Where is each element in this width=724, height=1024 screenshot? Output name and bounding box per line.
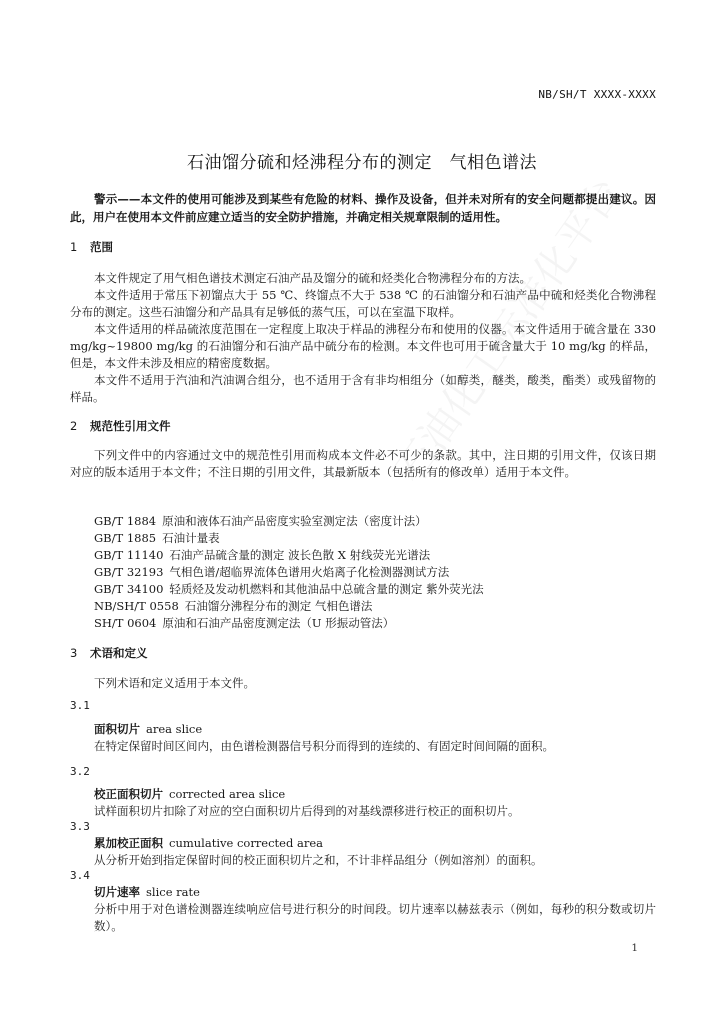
term-number: 3.1 [70,699,90,712]
term-name-zh: 校正面积切片 [94,787,163,801]
term-name-zh: 切片速率 [94,885,140,899]
section-2-heading: 2 规范性引用文件 [70,419,171,433]
reference-item: GB/T 1885 石油计量表 [94,531,220,545]
term-entry [94,786,656,820]
warning-paragraph: 警示——本文件的使用可能涉及到某些有危险的材料、操作及设备，但并未对所有的安全问题都提出建议。因此，用户在使用本文件前应建立适当的安全防护措施，并确定相关规章限制的适用性。 [70,192,656,224]
term-definition: 试样面积切片扣除了对应的空白面积切片后得到的对基线漂移进行校正的面积切片。 [94,804,520,818]
reference-item: GB/T 1884 原油和液体石油产品密度实验室测定法（密度计法） [94,514,427,528]
term-definition: 在特定保留时间区间内，由色谱检测器信号积分而得到的连续的、有固定时间间隔的面积。 [94,739,554,753]
term-number: 3.2 [70,765,90,778]
term-definition: 从分析开始到指定保留时间的校正面积切片之和，不计非样品组分（例如溶剂）的面积。 [94,853,543,867]
term-number: 3.4 [70,869,90,882]
section-1-body [70,270,656,406]
document-title: 石油馏分硫和烃沸程分布的测定 气相色谱法 [187,153,537,173]
section-1-heading: 1 范围 [70,240,113,254]
paragraph: 本文件适用的样品硫浓度范围在一定程度上取决于样品的沸程分布和使用的仪器。本文件适用于硫含量在 330 mg/kg~19800 mg/kg 的石油馏分和石油产品中硫分布的检测。本文件也可用于硫含量大于 10 mg/kg 的样品，但是，本文件未涉及相应的精密度数据。 [70,322,656,370]
section-3-intro: 下列术语和定义适用于本文件。 [94,676,255,690]
term-definition: 分析中用于对色谱检测器连续响应信号进行积分的时间段。切片速率以赫兹表示（例如，每秒的积分数或切片数）。 [94,902,656,933]
paragraph: 本文件不适用于汽油和汽油调合组分，也不适用于含有非均相组分（如醇类，醚类，酸类，酯类）或残留物的样品。 [70,373,656,404]
section-3-heading: 3 术语和定义 [70,646,148,660]
term-entry [94,835,656,869]
term-name-en: slice rate [146,885,200,899]
term-number: 3.3 [70,820,90,833]
term-name-en: area slice [146,722,203,736]
section-2-intro: 下列文件中的内容通过文中的规范性引用而构成本文件必不可少的条款。其中，注日期的引用文件，仅该日期对应的版本适用于本文件；不注日期的引用文件，其最新版本（包括所有的修改单）适用于本文件。 [70,448,656,479]
reference-item: NB/SH/T 0558 石油馏分沸程分布的测定 气相色谱法 [94,599,373,613]
term-entry [94,721,656,755]
paragraph: 本文件规定了用气相色谱技术测定石油产品及馏分的硫和烃类化合物沸程分布的方法。 [94,271,531,285]
term-entry [94,884,656,935]
reference-item: SH/T 0604 原油和石油产品密度测定法（U 形振动管法） [94,616,395,630]
paragraph: 本文件适用于常压下初馏点大于 55 ℃、终馏点不大于 538 ℃ 的石油馏分和石油产品中硫和烃类化合物沸程分布的测定。这些石油馏分和产品具有足够低的蒸气压，可以在室温下取样。 [70,288,656,319]
term-name-en: corrected area slice [169,787,286,801]
standard-code: NB/SH/T XXXX-XXXX [538,88,656,101]
term-name-zh: 面积切片 [94,722,140,736]
reference-item: GB/T 34100 轻质烃及发动机燃料和其他油品中总硫含量的测定 紫外荧光法 [94,582,484,596]
reference-list [94,513,654,632]
term-name-zh: 累加校正面积 [94,836,163,850]
page-number: 1 [631,942,638,954]
term-name-en: cumulative corrected area [169,836,324,850]
reference-item: GB/T 11140 石油产品硫含量的测定 波长色散 X 射线荧光光谱法 [94,548,431,562]
reference-item: GB/T 32193 气相色谱/超临界流体色谱用火焰离子化检测器测试方法 [94,565,450,579]
